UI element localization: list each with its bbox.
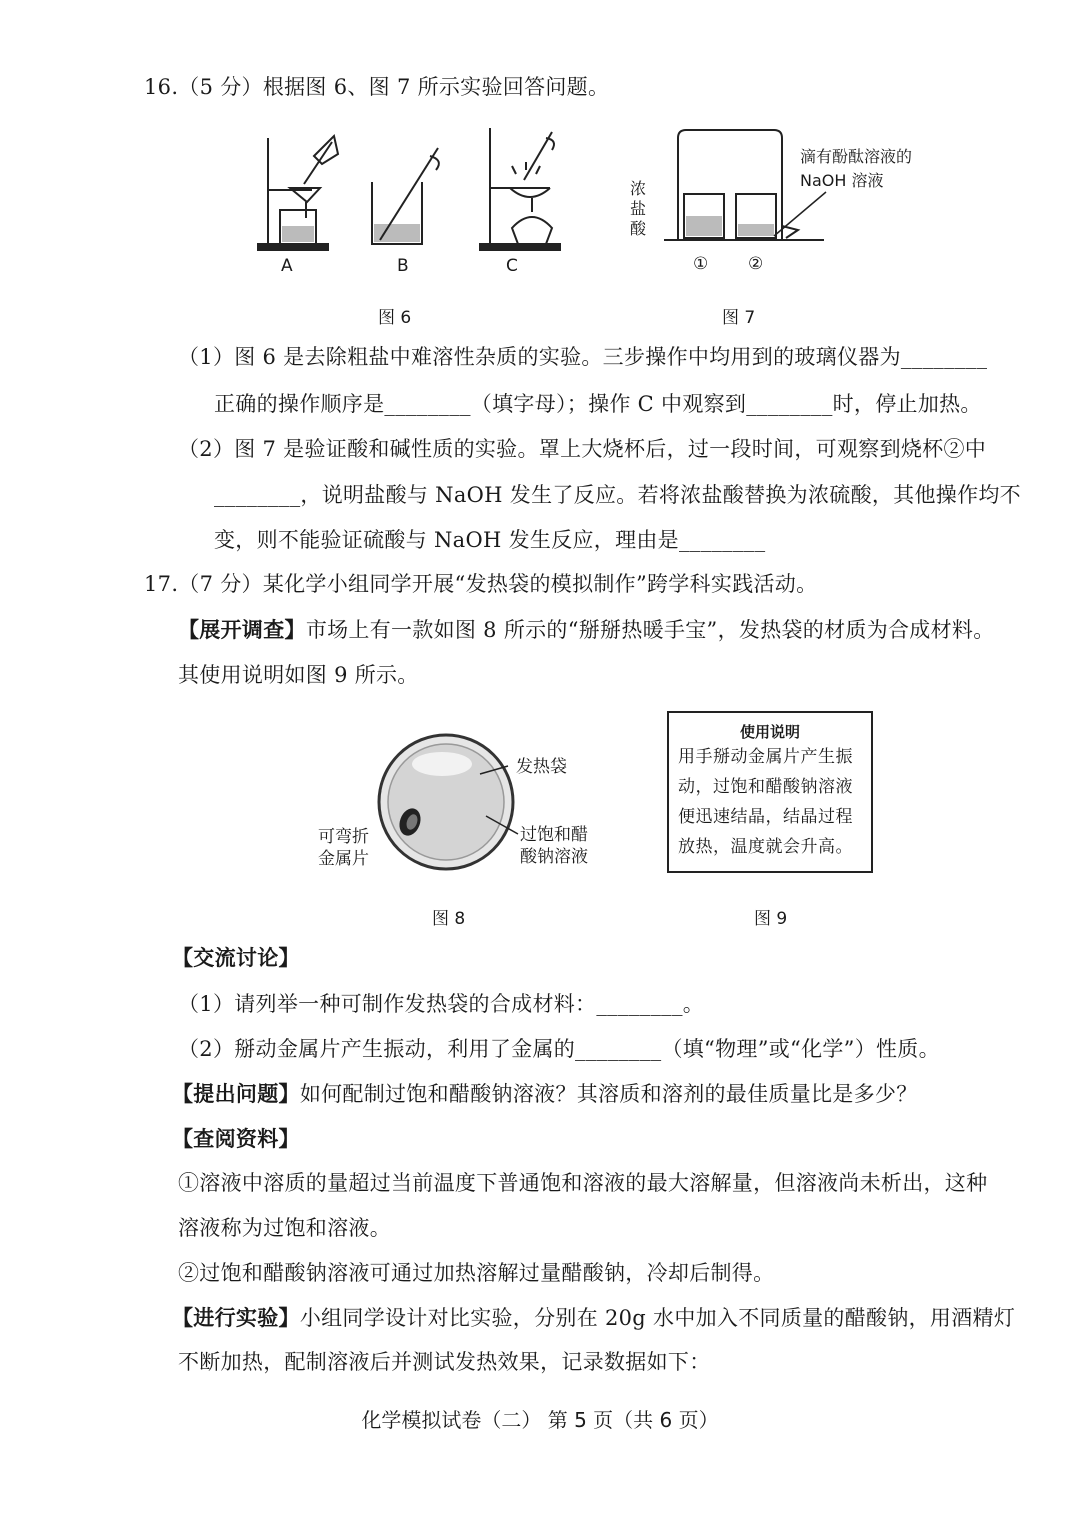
q16-part1-line2: 正确的操作顺序是________（填字母）；操作 C 中观察到________时，停止加热。 <box>214 392 982 416</box>
q17-survey-line2: 其使用说明如图 9 所示。 <box>178 663 419 687</box>
question-text: 如何配制过饱和醋酸钠溶液？其溶质和溶剂的最佳质量比是多少？ <box>299 1082 918 1106</box>
question-tag: 【提出问题】 <box>172 1082 300 1106</box>
exp-text: 小组同学设计对比实验，分别在 20g 水中加入不同质量的醋酸钠，用酒精灯 <box>299 1306 1016 1330</box>
fig7-beaker-1: ① <box>693 254 709 274</box>
fig7-pointer-line <box>770 190 830 240</box>
fig9-caption: 图 9 <box>754 909 788 929</box>
fig7-label-acid-2: 盐 <box>630 199 647 218</box>
fig8-label-metal-1: 可弯折 <box>318 827 369 847</box>
fig6-label-b: B <box>397 256 409 276</box>
info-2: ②过饱和醋酸钠溶液可通过加热溶解过量醋酸钠，冷却后制得。 <box>178 1261 775 1285</box>
fig9-line-4: 放热，温度就会升高。 <box>678 837 853 857</box>
fig7-label-naoh-1: 滴有酚酞溶液的 <box>800 147 913 166</box>
info-tag: 【查阅资料】 <box>172 1127 300 1151</box>
fig7-label-naoh-2: NaOH 溶液 <box>800 171 884 190</box>
fig6-label-c: C <box>506 256 518 276</box>
q17-survey-line1 <box>178 615 995 645</box>
fig9-line-1: 用手掰动金属片产生振 <box>678 747 853 767</box>
fig6-label-a: A <box>281 256 293 276</box>
fig7-beaker-2: ② <box>748 254 764 274</box>
fig9-line-3: 便迅速结晶，结晶过程 <box>678 807 853 827</box>
question-line <box>172 1079 918 1109</box>
info-1a: ①溶液中溶质的量超过当前温度下普通饱和溶液的最大溶解量，但溶液尚未析出，这种 <box>178 1171 988 1195</box>
q16-part2-line2: ________，说明盐酸与 NaOH 发生了反应。若将浓盐酸替换为浓硫酸，其他操作均不 <box>214 483 1021 507</box>
discuss-tag: 【交流讨论】 <box>172 946 300 970</box>
fig8-label-solution-1: 过饱和醋 <box>520 825 588 845</box>
q17-stem: 17.（7 分）某化学小组同学开展“发热袋的模拟制作”跨学科实践活动。 <box>144 572 818 596</box>
fig8-label-metal-2: 金属片 <box>318 849 369 869</box>
fig8-label-solution-2: 酸钠溶液 <box>520 847 588 867</box>
fig6-caption: 图 6 <box>378 308 412 328</box>
fig9-line-2: 动，过饱和醋酸钠溶液 <box>678 777 853 797</box>
page-footer: 化学模拟试卷（二） 第 5 页（共 6 页） <box>361 1408 719 1432</box>
fig9-instructions-box <box>667 711 873 873</box>
fig6-apparatus <box>250 118 590 268</box>
exp-line2: 不断加热，配制溶液后并测试发热效果，记录数据如下： <box>178 1350 711 1374</box>
discuss-1: （1）请列举一种可制作发热袋的合成材料：________。 <box>178 992 705 1016</box>
fig7-label-acid-3: 酸 <box>630 219 647 238</box>
fig9-title: 使用说明 <box>739 723 800 741</box>
q16-part2-line1: （2）图 7 是验证酸和碱性质的实验。罩上大烧杯后，过一段时间，可观察到烧杯②中 <box>178 437 987 461</box>
fig7-label-acid-1: 浓 <box>630 179 647 198</box>
survey-text: 市场上有一款如图 8 所示的“掰掰热暖手宝”，发热袋的材质为合成材料。 <box>305 618 995 642</box>
fig8-label-bag: 发热袋 <box>516 757 567 777</box>
fig8-caption: 图 8 <box>432 909 466 929</box>
q16-stem: 16.（5 分）根据图 6、图 7 所示实验回答问题。 <box>144 75 610 99</box>
q16-part1-line1: （1）图 6 是去除粗盐中难溶性杂质的实验。三步操作中均用到的玻璃仪器为________ <box>178 345 988 369</box>
info-1b: 溶液称为过饱和溶液。 <box>178 1216 391 1240</box>
fig7-caption: 图 7 <box>722 308 756 328</box>
discuss-2: （2）掰动金属片产生振动，利用了金属的________（填“物理”或“化学”）性质。 <box>178 1037 940 1061</box>
exp-line1 <box>172 1303 1015 1333</box>
survey-tag: 【展开调查】 <box>178 618 306 642</box>
q16-part2-line3: 变，则不能验证硫酸与 NaOH 发生反应，理由是________ <box>214 528 766 552</box>
exp-tag: 【进行实验】 <box>172 1306 300 1330</box>
